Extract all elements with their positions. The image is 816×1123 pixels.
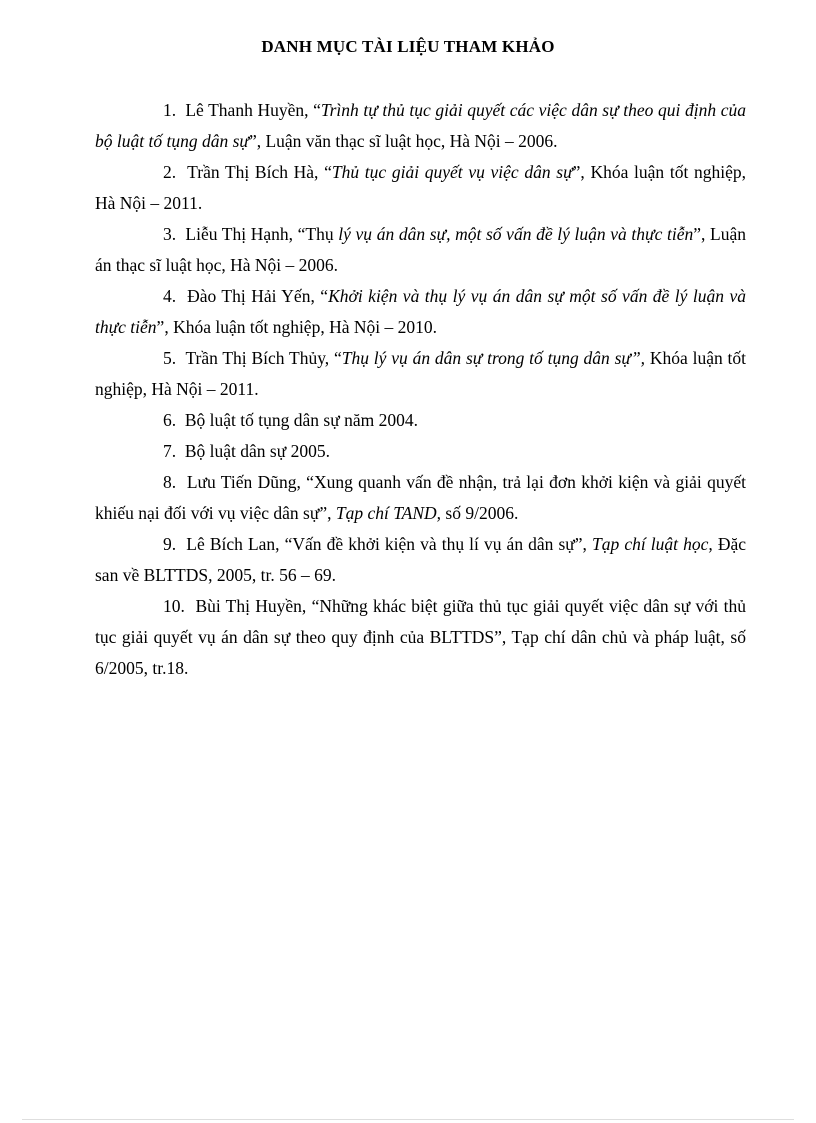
reference-number: 7.: [163, 441, 177, 461]
reference-text: Trần Thị Bích Hà, “: [187, 162, 332, 182]
reference-text: Khóa luận tốt nghiệp, Hà Nội – 2011.: [95, 348, 746, 399]
reference-item: [95, 281, 746, 343]
reference-text: Bộ luật dân sự 2005.: [184, 441, 330, 461]
reference-title: Khởi kiện và thụ lý vụ án dân sự một số vấn đề lý luận và thực tiễn: [95, 286, 747, 337]
reference-text: ”, Luận án thạc sĩ luật học, Hà Nội – 2006.: [95, 224, 746, 275]
reference-item: [95, 467, 746, 529]
reference-text: ”, Khóa luận tốt nghiệp, Hà Nội – 2010.: [156, 317, 437, 337]
reference-number: 6.: [163, 410, 177, 430]
reference-item: [95, 436, 746, 467]
reference-number: 10.: [163, 596, 185, 616]
reference-item: [95, 157, 746, 219]
reference-text: Đặc san về BLTTDS, 2005, tr. 56 – 69.: [95, 534, 746, 585]
reference-item: [95, 219, 746, 281]
page-bottom-edge: [22, 1119, 794, 1120]
reference-text: Lưu Tiến Dũng, “Xung quanh vấn đề nhận, trả lại đơn khởi kiện và giải quyết khiếu nại đối với vụ việc dân sự”,: [95, 472, 747, 523]
reference-title: Thủ tục giải quyết vụ việc dân sự: [331, 162, 573, 182]
reference-text: Bộ luật tố tụng dân sự năm 2004.: [184, 410, 418, 430]
reference-text: Lê Bích Lan, “Vấn đề khởi kiện và thụ lí vụ án dân sự”,: [186, 534, 593, 554]
reference-number: 4.: [163, 286, 177, 306]
reference-title: Thụ lý vụ án dân sự trong tố tụng dân sự”,: [341, 348, 646, 368]
reference-item: [95, 95, 746, 157]
reference-text: Trần Thị Bích Thủy, “: [185, 348, 342, 368]
reference-text: Bùi Thị Huyền, “Những khác biệt giữa thủ tục giải quyết việc dân sự với thủ tục giải quyết vụ án dân sự theo quy định của BLTTDS”, Tạp chí dân chủ và pháp luật, số 6/2005, tr.18.: [95, 596, 746, 678]
reference-title: Trình tự thủ tục giải quyết các việc dân sự theo qui định của bộ luật tố tụng dân sự: [95, 100, 746, 151]
reference-text: ”, Khóa luận tốt nghiệp, Hà Nội – 2011.: [95, 162, 746, 213]
page-title: DANH MỤC TÀI LIỆU THAM KHẢO: [261, 37, 555, 56]
reference-text: Liễu Thị Hạnh, “Thụ: [185, 224, 339, 244]
reference-text: Đào Thị Hải Yến, “: [187, 286, 329, 306]
reference-number: 5.: [163, 348, 177, 368]
reference-text: ”, Luận văn thạc sĩ luật học, Hà Nội – 2006.: [248, 131, 558, 151]
reference-text: số 9/2006.: [441, 503, 519, 523]
reference-title: lý vụ án dân sự, một số vấn đề lý luận và thực tiễn: [338, 224, 694, 244]
reference-number: 3.: [163, 224, 177, 244]
reference-journal: Tạp chí luật học,: [592, 534, 713, 554]
reference-list: [95, 95, 746, 684]
reference-number: 9.: [163, 534, 177, 554]
reference-item: [95, 343, 746, 405]
reference-item: [95, 591, 746, 684]
reference-item: [95, 405, 746, 436]
reference-number: 1.: [163, 100, 177, 120]
reference-number: 8.: [163, 472, 177, 492]
reference-item: [95, 529, 746, 591]
reference-journal: Tạp chí TAND,: [335, 503, 442, 523]
reference-text: Lê Thanh Huyền, “: [185, 100, 321, 120]
reference-number: 2.: [163, 162, 177, 182]
